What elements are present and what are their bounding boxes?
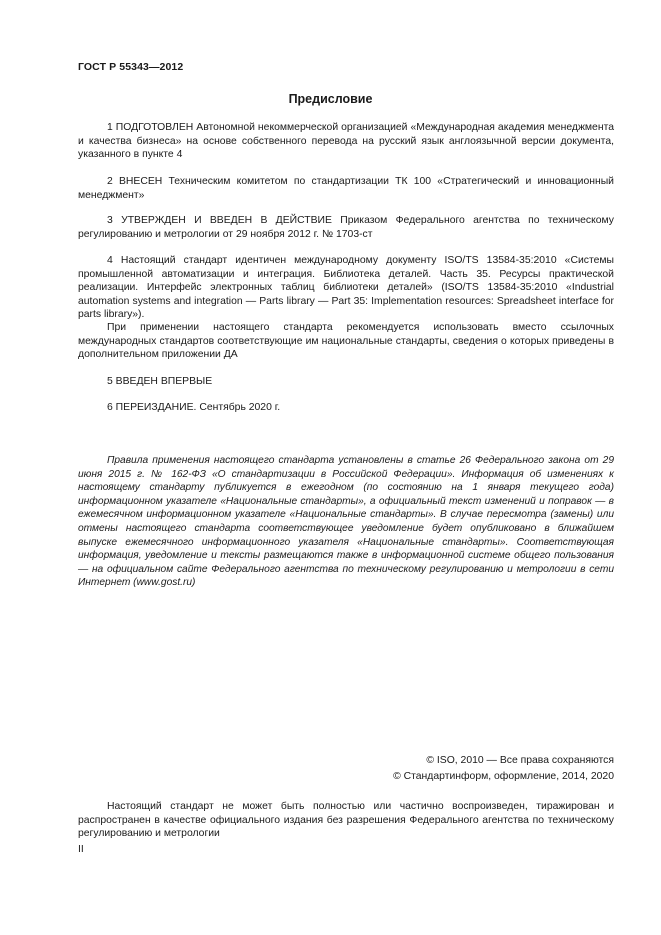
page-title: Предисловие — [288, 92, 373, 106]
iso-copyright: © ISO, 2010 — Все права сохраняются — [426, 755, 614, 766]
section-4-identical: 4 Настоящий стандарт идентичен международному документу ISO/TS 13584-35:2010 «Системы промышленной автоматизации и интеграция. Библиотека деталей. Часть 35. Ресурсы практической реализации. Интерфейс электронных таблиц библиотеки деталей» (ISO/TS 13584-35:2010 «Industrial automation systems and integration — Parts library — Part 35: Implementation resources: Spreadsheet interface for parts library»). — [78, 255, 614, 321]
reproduction-restriction: Настоящий стандарт не может быть полностью или частично воспроизведен, тиражирован и распространен в качестве официального издания без разрешения Федерального агентства по техническому регулированию и метрологии — [78, 801, 614, 840]
page-number: II — [78, 844, 84, 855]
standard-code: ГОСТ Р 55343—2012 — [78, 61, 184, 73]
section-1-prepared: 1 ПОДГОТОВЛЕН Автономной некоммерческой организацией «Международная академия менеджмента и качества бизнеса» на основе собственного перевода на русский язык англоязычной версии документа, указанного в пункте 4 — [78, 122, 614, 161]
section-6-reissue: 6 ПЕРЕИЗДАНИЕ. Сентябрь 2020 г. — [107, 402, 281, 413]
application-rules-notice: Правила применения настоящего стандарта установлены в статье 26 Федерального закона от 29 июня 2015 г. № 162-ФЗ «О стандартизации в Российской Федерации». Информация об изменениях к настоящему стандарту публикуется в ежегодном (по состоянию на 1 января текущего года) информационном указателе «Национальные стандарты», а официальный текст изменений и поправок — в ежемесячном информационном указателе «Национальные стандарты». В случае пересмотра (замены) или отмены настоящего стандарта соответствующее уведомление будет опубликовано в ближайшем выпуске ежемесячного информационного указателя «Национальные стандарты». Соответствующая информация, уведомление и тексты размещаются также в информационной системе общего пользования — на официальном сайте Федерального агентства по техническому регулированию и метрологии в сети Интернет (www.gost.ru) — [78, 455, 614, 589]
section-5-first-introduced: 5 ВВЕДЕН ВПЕРВЫЕ — [107, 376, 213, 387]
section-3-approved: 3 УТВЕРЖДЕН И ВВЕДЕН В ДЕЙСТВИЕ Приказом Федерального агентства по техническому регулированию и метрологии от 29 ноября 2012 г. № 1703-ст — [78, 215, 614, 240]
section-4-application-note: При применении настоящего стандарта рекомендуется использовать вместо ссылочных международных стандартов соответствующие им национальные стандарты, сведения о которых приведены в дополнительном приложении ДА — [78, 322, 614, 361]
section-2-introduced: 2 ВНЕСЕН Техническим комитетом по стандартизации ТК 100 «Стратегический и инновационный менеджмент» — [78, 176, 614, 201]
standartinform-copyright: © Стандартинформ, оформление, 2014, 2020 — [393, 771, 614, 782]
